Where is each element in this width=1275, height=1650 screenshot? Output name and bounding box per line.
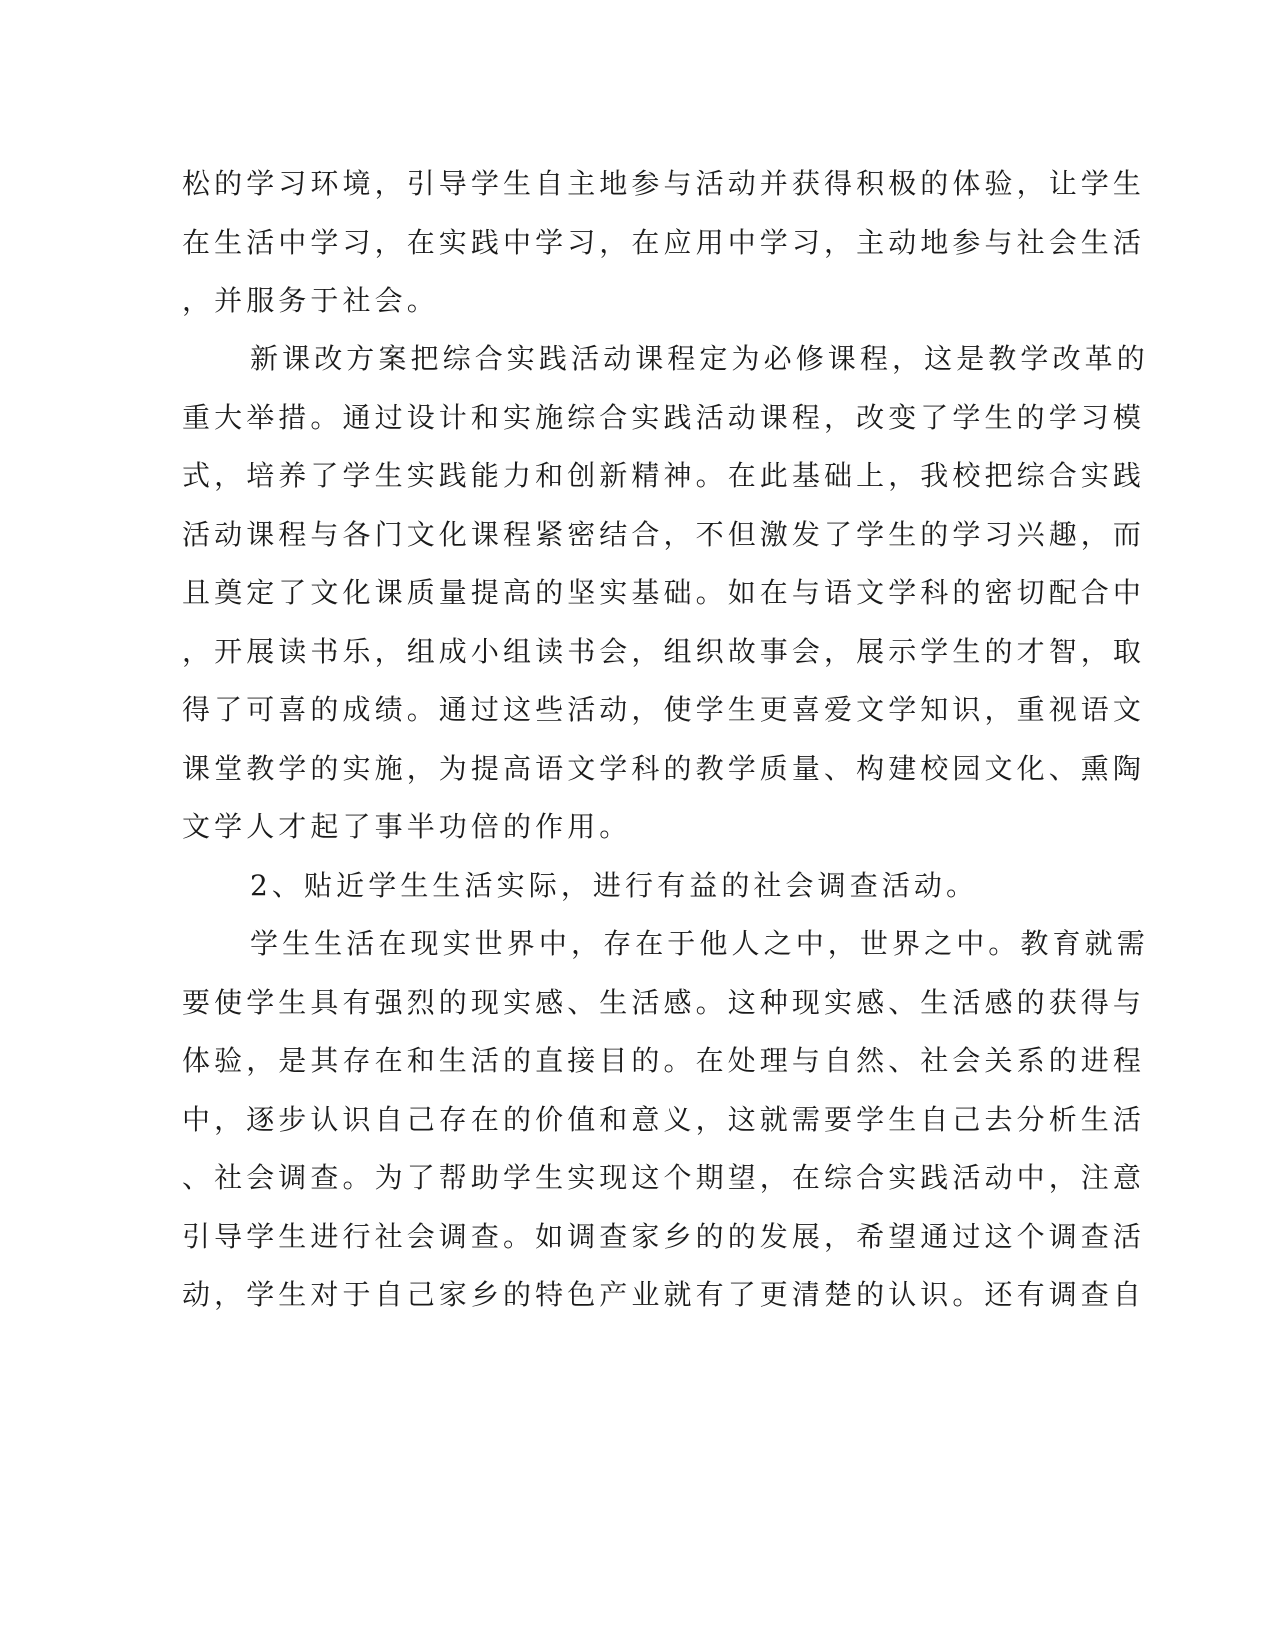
text-line: 中，逐步认识自己存在的价值和意义，这就需要学生自己去分析生活 (182, 1103, 1146, 1136)
text-line: 要使学生具有强烈的现实感、生活感。这种现实感、生活感的获得与 (182, 986, 1146, 1019)
text-line: 课堂教学的实施，为提高语文学科的教学质量、构建校园文化、熏陶 (182, 752, 1146, 785)
text-line: 得了可喜的成绩。通过这些活动，使学生更喜爱文学知识，重视语文 (182, 693, 1146, 726)
text-line: 在生活中学习，在实践中学习，在应用中学习，主动地参与社会生活 (182, 226, 1146, 259)
text-line: ，开展读书乐，组成小组读书会，组织故事会，展示学生的才智，取 (182, 635, 1146, 668)
text-line: 且奠定了文化课质量提高的坚实基础。如在与语文学科的密切配合中 (182, 576, 1146, 609)
paragraph-first-line: 新课改方案把综合实践活动课程定为必修课程，这是教学改革的 (250, 342, 1149, 375)
text-line: 式，培养了学生实践能力和创新精神。在此基础上，我校把综合实践 (182, 459, 1146, 492)
text-line: ，并服务于社会。 (182, 284, 439, 317)
text-line: 松的学习环境，引导学生自主地参与活动并获得积极的体验，让学生 (182, 167, 1146, 200)
text-line: 重大举措。通过设计和实施综合实践活动课程，改变了学生的学习模 (182, 401, 1146, 434)
text-line: 引导学生进行社会调查。如调查家乡的的发展，希望通过这个调查活 (182, 1220, 1146, 1253)
text-line: 、社会调查。为了帮助学生实现这个期望，在综合实践活动中，注意 (182, 1161, 1146, 1194)
section-heading: 2、贴近学生生活实际，进行有益的社会调查活动。 (250, 869, 979, 902)
text-line: 文学人才起了事半功倍的作用。 (182, 810, 632, 843)
text-line: 体验，是其存在和生活的直接目的。在处理与自然、社会关系的进程 (182, 1044, 1146, 1077)
text-line: 活动课程与各门文化课程紧密结合，不但激发了学生的学习兴趣，而 (182, 518, 1146, 551)
text-line: 动，学生对于自己家乡的特色产业就有了更清楚的认识。还有调查自 (182, 1278, 1146, 1311)
paragraph-first-line: 学生生活在现实世界中，存在于他人之中，世界之中。教育就需 (250, 927, 1149, 960)
